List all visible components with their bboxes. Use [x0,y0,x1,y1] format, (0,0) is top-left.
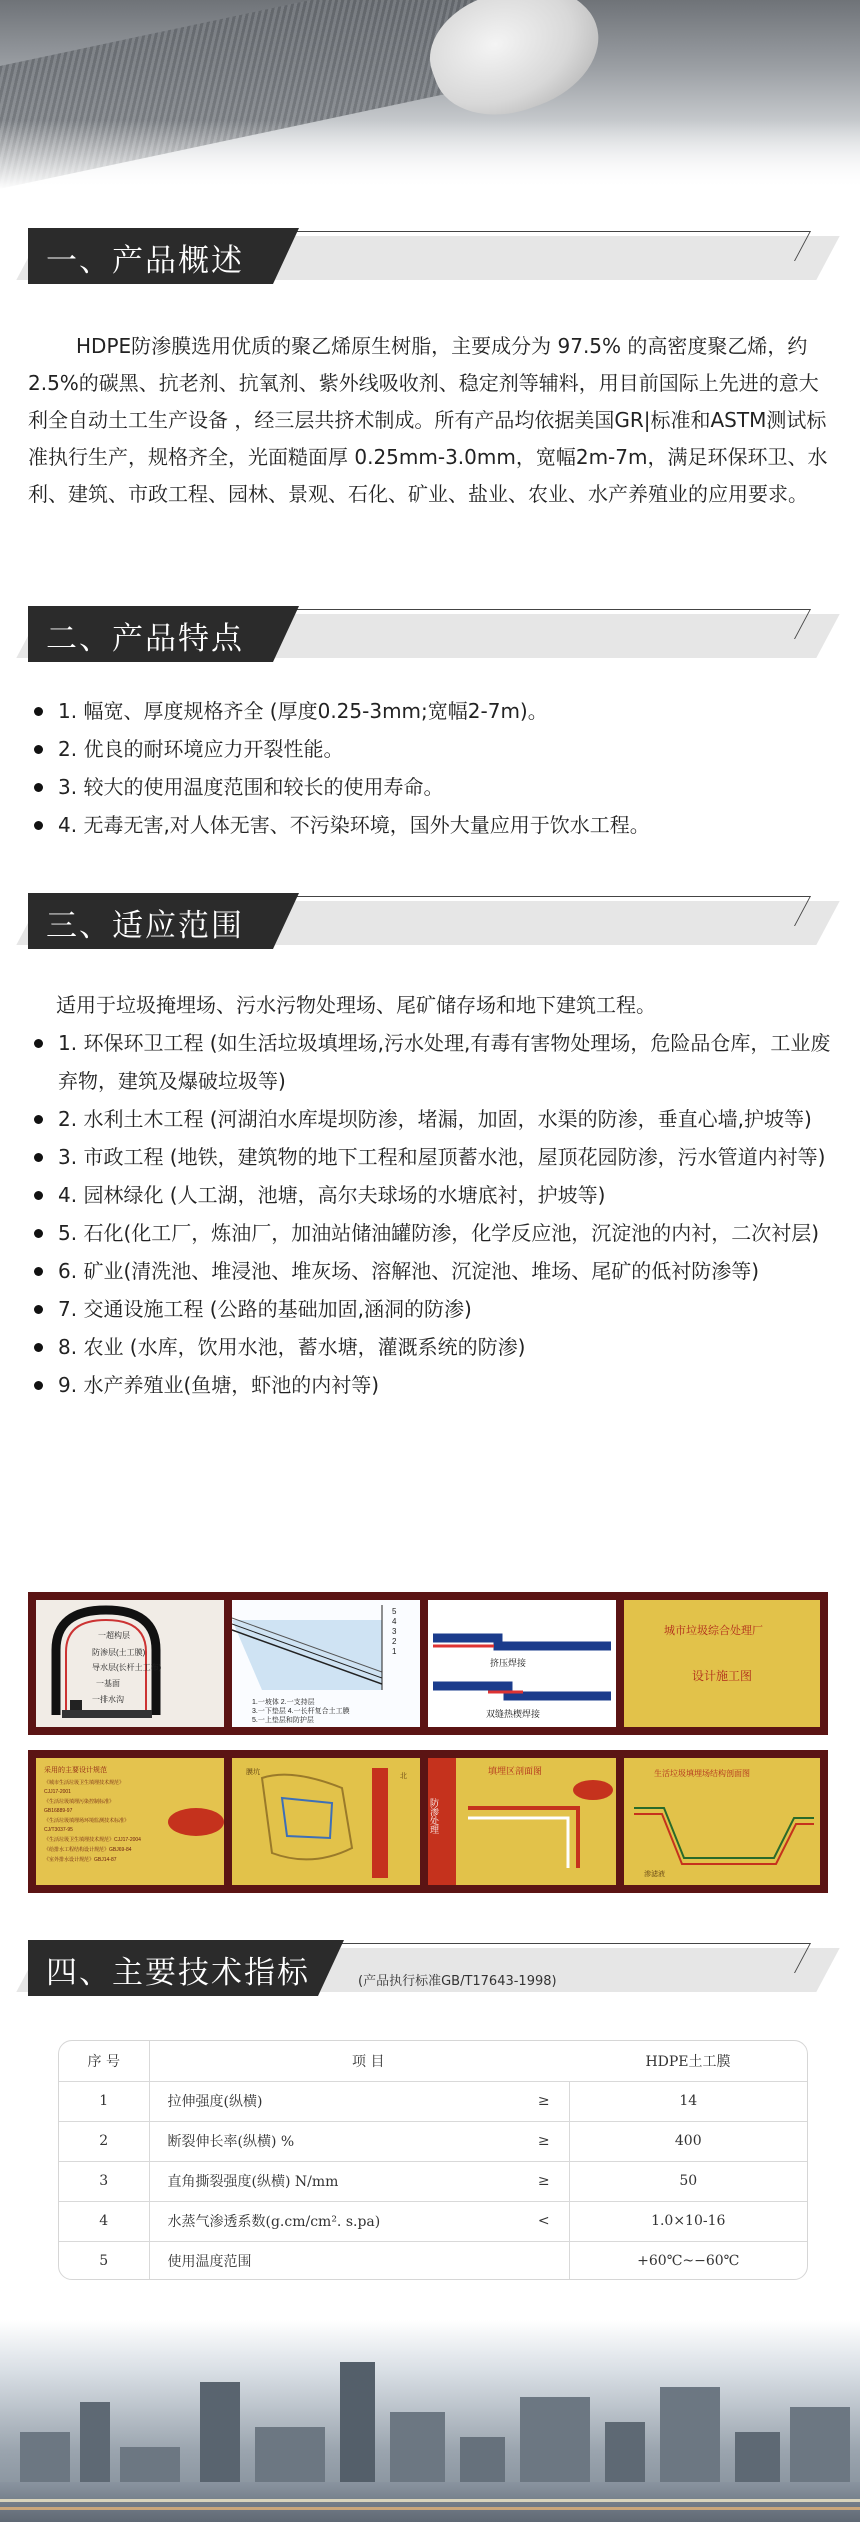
diagram-label: 《城市生活垃圾卫生填埋技术规范》 [44,1780,125,1786]
diagram-label: 3 [392,1627,397,1636]
cell-value: 50 [569,2161,807,2201]
diagram-label: 3.一下垫层 4.一长杆复合土工膜 [252,1708,350,1715]
title-outline [250,896,811,926]
standard-note: (产品执行标准GB/T17643-1998) [358,1974,557,1989]
section-title-scope [28,893,828,953]
cell-sym: ≥ [519,2121,569,2161]
diagram-label: 生活垃圾填埋场结构剖面图 [654,1769,750,1778]
list-item: 6. 矿业(清洗池、堆浸池、堆灰场、溶解池、沉淀池、堆场、尾矿的低衬防渗等) [28,1252,838,1290]
table-row [59,2121,807,2161]
diagram-label: 1 [392,1647,397,1656]
diagram-label: 1.一坡体 2.一支持层 [252,1699,315,1706]
section-title-features [28,606,828,666]
diagram-label: 4 [392,1617,397,1626]
slope-illustration [232,1600,420,1727]
seepage-treatment-card [428,1758,616,1885]
cell-no: 5 [59,2241,149,2280]
cell-sym: ≥ [519,2081,569,2121]
cell-value: +60℃~−60℃ [637,2253,740,2270]
table-header-row [59,2041,807,2081]
plan-title-card [624,1600,820,1727]
scope-intro: 适用于垃圾掩埋场、污水污物处理场、尾矿储存场和地下建筑工程。 [56,993,656,1017]
diagram-label: 填埋区剖面图 [488,1767,543,1777]
diagram-label: 《生活垃圾卫生填埋技术规范》CJJ17-2004 [44,1837,141,1843]
list-item: 8. 农业 (水库，饮用水池，蓄水塘，灌溉系统的防渗) [28,1328,838,1366]
section-title-specs [28,1940,828,2000]
cell-item: 拉伸强度(纵横) [149,2081,519,2121]
landfill-illustration [624,1758,820,1885]
diagram-label: 北 [400,1773,407,1780]
diagram-label: 导水层(长杆土工布) [92,1663,162,1672]
spec-table [58,2040,808,2280]
slope-layers-diagram [232,1600,420,1727]
welding-illustration [428,1600,616,1727]
title-outline [250,609,811,639]
list-item: 4. 园林绿化 (人工湖，池塘，高尔夫球场的水塘底衬，护坡等) [28,1176,838,1214]
layout-illustration [232,1758,420,1885]
diagram-label: 5.一上垫层和防护层 [252,1717,314,1724]
features-list [28,692,838,844]
diagram-label: 《室外排水设计规范》GBJ14-87 [44,1857,117,1863]
diagram-label: 一超构层 [98,1631,130,1640]
section-title-label: 一、产品概述 [46,243,244,279]
table-row [59,2241,807,2280]
cell-item: 直角撕裂强度(纵横) N/mm [149,2161,519,2201]
city-skyline-image [0,2320,860,2522]
list-item: 2. 水利土木工程 (河湖泊水库堤坝防渗，堵漏，加固，水渠的防渗，垂直心墙,护坡等) [28,1100,838,1138]
list-item: 2. 优良的耐环境应力开裂性能。 [28,730,838,768]
light-trail [0,2499,860,2502]
hero-fade [0,120,860,190]
diagram-label: 一排水沟 [92,1695,124,1704]
overview-text: HDPE防渗膜选用优质的聚乙烯原生树脂，主要成分为 97.5% 的高密度聚乙烯，约2.5%的碳黑、抗老剂、抗氧剂、紫外线吸收剂、稳定剂等辅料，用目前国际上先进的意大利全自动土工生产设备 ，经三层共挤术制成。所有产品均依据美国GR|标准和ASTM测试标准执行生产，规格齐全，光面糙面厚 0.25mm-3.0mm，宽幅2m-7m，满足环保环卫、水利、建筑、市政工程、园林、景观、石化、矿业、盐业、农业、水产养殖业的应用要求。 [28,334,828,506]
highway [0,2482,860,2522]
spec-card-illustration [36,1758,224,1885]
plan-card-illustration [624,1600,820,1727]
list-item: 1. 幅宽、厚度规格齐全 (厚度0.25-3mm;宽幅2-7m)。 [28,692,838,730]
spec-table-grid [59,2041,807,2280]
diagram-label: 2 [392,1637,397,1646]
light-trail [0,2507,860,2510]
diagram-label: 设计施工图 [692,1669,753,1683]
diagram-label: 城市垃圾综合处理厂 [664,1624,763,1637]
scope-list [28,1024,838,1404]
diagram-strip-1 [28,1592,828,1735]
list-item: 5. 石化(化工厂，炼油厂，加油站储油罐防渗，化学反应池，沉淀池的内衬，二次衬层) [28,1214,838,1252]
diagram-label: 挤压焊接 [490,1658,527,1668]
cell-no: 1 [59,2081,149,2121]
diagram-label: 防渗层(土工膜) [92,1648,146,1657]
diagram-label: 5 [392,1607,397,1616]
cell-no: 3 [59,2161,149,2201]
section-title-overview [28,228,828,288]
diagram-label: 膜坑 [246,1769,260,1776]
diagram-label: 采用的主要设计规范 [44,1767,107,1774]
cell-item: 使用温度范围 [167,2254,252,2271]
list-item: 1. 环保环卫工程 (如生活垃圾填埋场,污水处理,有毒有害物处理场，危险品仓库，工业废弃物，建筑及爆破垃圾等) [28,1024,838,1100]
diagram-label: 《生活垃圾填埋污染控制标准》 [44,1799,115,1805]
col-header-item: 项 目 [149,2041,569,2081]
title-outline [250,231,811,261]
hero-banner-image [0,0,860,190]
table-row [59,2201,807,2241]
cell-no: 2 [59,2121,149,2161]
diagram-label: GB16889-97 [44,1808,73,1814]
table-row [59,2161,807,2201]
diagram-label: CJ/T3037-95 [44,1827,73,1833]
diagram-label: 一基面 [96,1679,120,1688]
list-item: 3. 较大的使用温度范围和较长的使用寿命。 [28,768,838,806]
overview-paragraph [28,328,838,513]
tunnel-illustration [36,1600,224,1727]
design-spec-card [36,1758,224,1885]
landfill-section-card [624,1758,820,1885]
table-row [59,2081,807,2121]
cell-sym: ≥ [519,2161,569,2201]
cell-sym [519,2241,569,2280]
list-item: 7. 交通设施工程 (公路的基础加固,涵洞的防渗) [28,1290,838,1328]
col-header-no: 序 号 [59,2041,149,2081]
diagram-strip-2 [28,1750,828,1893]
cell-value: 400 [569,2121,807,2161]
list-item: 3. 市政工程 (地铁，建筑物的地下工程和屋顶蓄水池，屋顶花园防渗，污水管道内衬等) [28,1138,838,1176]
cell-item: 水蒸气渗透系数(g.cm/cm². s.pa) [149,2201,519,2241]
diagram-label: 《生活垃圾填埋场环境监测技术标准》 [44,1818,130,1824]
diagram-label: 双缝热楔焊接 [486,1709,541,1719]
seepage-illustration [428,1758,616,1885]
section-title-label: 三、适应范围 [46,908,244,944]
list-item: 9. 水产养殖业(鱼塘，虾池的内衬等) [28,1366,838,1404]
section-title-label: 四、主要技术指标 [46,1955,310,1991]
diagram-label: 防渗处理 [429,1798,439,1834]
site-layout-diagram [232,1758,420,1885]
cell-value: 14 [569,2081,807,2121]
cell-sym: < [519,2201,569,2241]
welding-diagram [428,1600,616,1727]
diagram-label: 《给排水工程结构设计规范》GBJ69-84 [44,1847,132,1853]
section-title-label: 二、产品特点 [46,621,244,657]
cell-no: 4 [59,2201,149,2241]
cell-value: 1.0×10-16 [569,2201,807,2241]
diagram-label: CJJ17-2001 [44,1789,71,1795]
col-header-value: HDPE土工膜 [569,2041,807,2081]
diagram-label: 渗滤液 [644,1871,665,1878]
cell-item: 断裂伸长率(纵横) % [149,2121,519,2161]
list-item: 4. 无毒无害,对人体无害、不污染环境，国外大量应用于饮水工程。 [28,806,838,844]
tunnel-section-diagram [36,1600,224,1727]
